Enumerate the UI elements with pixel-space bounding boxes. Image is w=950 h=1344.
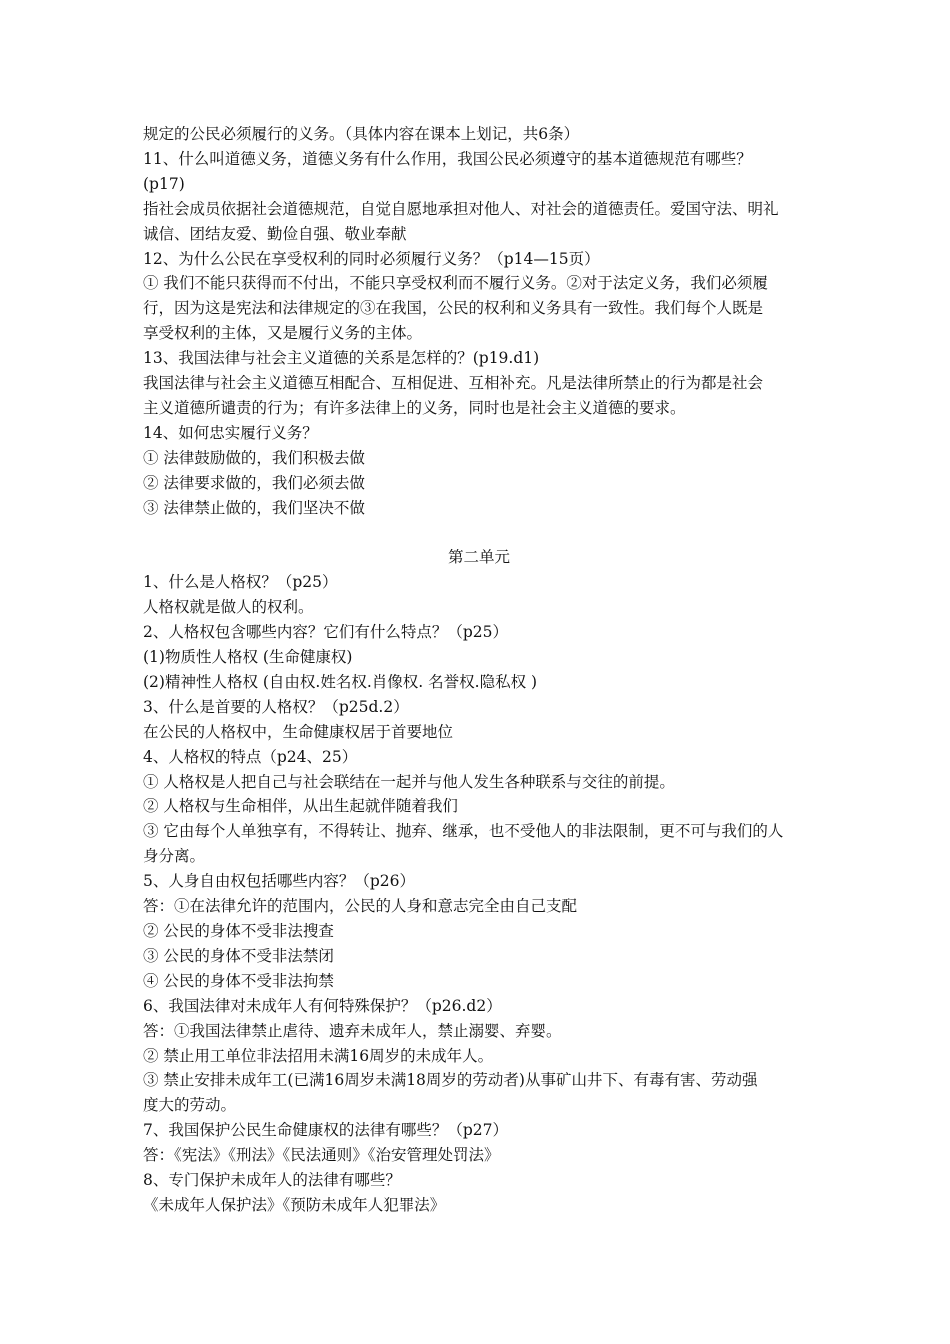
question-11: 11、什么叫道德义务，道德义务有什么作用，我国公民必须遵守的基本道德规范有哪些？: [143, 149, 752, 168]
question-14: 14、如何忠实履行义务？: [143, 423, 318, 442]
section-heading: 第二单元: [447, 548, 510, 567]
answer-line: ④ 公民的身体不受非法拘禁: [143, 971, 334, 990]
answer-line: 答：①在法律允许的范围内，公民的人身和意志完全由自己支配: [143, 897, 578, 916]
answer-line: 我国法律与社会主义道德互相配合、互相促进、互相补充。凡是法律所禁止的行为都是社会: [143, 374, 764, 393]
unit2-question-3: 3、什么是首要的人格权？（p25d.2）: [143, 697, 409, 716]
unit2-question-2: 2、人格权包含哪些内容？它们有什么特点？（p25）: [143, 623, 509, 642]
document-body: [143, 122, 815, 1218]
answer-line: 享受权利的主体，又是履行义务的主体。: [143, 324, 423, 343]
answer-line: ③ 公民的身体不受非法禁闭: [143, 946, 334, 965]
unit2-question-5: 5、人身自由权包括哪些内容？（p26）: [143, 872, 416, 891]
answer-line: 人格权就是做人的权利。: [143, 598, 314, 617]
answer-line: 指社会成员依据社会道德规范，自觉自愿地承担对他人、对社会的道德责任。爱国守法、明礼: [143, 199, 779, 218]
answer-line: ② 公民的身体不受非法搜查: [143, 921, 334, 940]
answer-line: ③ 禁止安排未成年工(已满16周岁未满18周岁的劳动者)从事矿山井下、有毒有害、劳动强: [143, 1071, 758, 1090]
answer-line: 答：①我国法律禁止虐待、遗弃未成年人，禁止溺婴、弃婴。: [143, 1021, 562, 1040]
unit2-question-8: 8、专门保护未成年人的法律有哪些？: [143, 1171, 401, 1190]
unit2-question-7: 7、我国保护公民生命健康权的法律有哪些？（p27）: [143, 1121, 509, 1140]
answer-line: ② 禁止用工单位非法招用未满16周岁的未成年人。: [143, 1046, 494, 1065]
unit2-question-1: 1、什么是人格权？（p25）: [143, 573, 338, 592]
answer-line: 度大的劳动。: [143, 1096, 237, 1115]
unit2-question-6: 6、我国法律对未成年人有何特殊保护？（p26.d2）: [143, 996, 502, 1015]
answer-line: 在公民的人格权中，生命健康权居于首要地位: [143, 722, 454, 741]
answer-line: 身分离。: [143, 847, 206, 866]
blank-line: [143, 521, 815, 546]
answer-line: ① 法律鼓励做的，我们积极去做: [143, 448, 365, 467]
answer-line: ① 人格权是人把自己与社会联结在一起并与他人发生各种联系与交往的前提。: [143, 772, 675, 791]
unit2-question-4: 4、人格权的特点（p24、25）: [143, 747, 358, 766]
question-13: 13、我国法律与社会主义道德的关系是怎样的？(p19.d1): [143, 349, 540, 368]
answer-line: 诚信、团结友爱、勤俭自强、敬业奉献: [143, 224, 407, 243]
answer-line: 《未成年人保护法》《预防未成年人犯罪法》: [143, 1195, 446, 1214]
answer-line: 答：《宪法》《刑法》《民法通则》《治安管理处罚法》: [143, 1146, 500, 1165]
answer-line: (1)物质性人格权 (生命健康权): [143, 648, 353, 667]
answer-line: (2)精神性人格权 (自由权.姓名权.肖像权. 名誉权.隐私权 ): [143, 672, 538, 691]
answer-line: ② 人格权与生命相伴，从出生起就伴随着我们: [143, 797, 458, 816]
text-line: 规定的公民必须履行的义务。（具体内容在课本上划记，共6条）: [143, 125, 580, 143]
answer-line: ① 我们不能只获得而不付出，不能只享受权利而不履行义务。②对于法定义务，我们必须履: [143, 274, 768, 293]
question-12: 12、为什么公民在享受权利的同时必须履行义务？（p14—15页）: [143, 249, 600, 268]
answer-line: ② 法律要求做的，我们必须去做: [143, 473, 365, 492]
answer-line: ③ 法律禁止做的，我们坚决不做: [143, 498, 365, 517]
answer-line: ③ 它由每个人单独享有，不得转让、抛弃、继承，也不受他人的非法限制，更不可与我们的人: [143, 822, 784, 841]
answer-line: 主义道德所谴责的行为；有许多法律上的义务，同时也是社会主义道德的要求。: [143, 398, 686, 417]
answer-line: 行，因为这是宪法和法律规定的③在我国，公民的权利和义务具有一致性。我们每个人既是: [143, 299, 764, 318]
text-line: (p17): [143, 174, 185, 193]
